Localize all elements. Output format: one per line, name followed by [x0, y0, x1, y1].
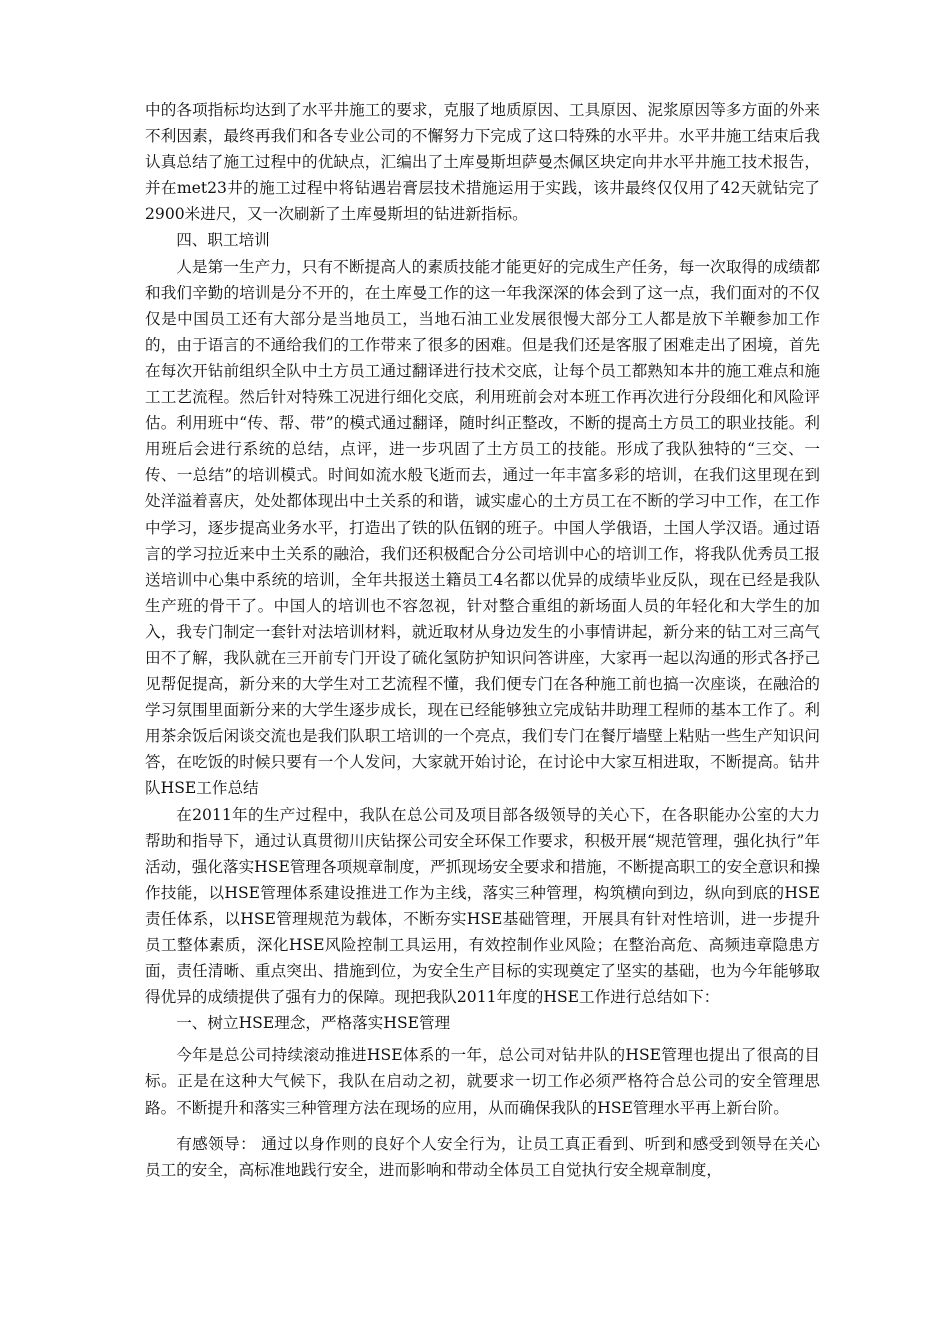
document-page — [145, 97, 820, 1183]
paragraph-horizontal-well-summary: 中的各项指标均达到了水平井施工的要求，克服了地质原因、工具原因、泥浆原因等多方面的外来不利因素，最终再我们和各专业公司的不懈努力下完成了这口特殊的水平井。水平井施工结束后我认真总结了施工过程中的优缺点，汇编出了土库曼斯坦萨曼杰佩区块定向井水平井施工技术报告，并在met23井的施工过程中将钻遇岩膏层技术措施运用于实践，该井最终仅仅用了42天就钻完了2900米进尺，又一次刷新了土库曼斯坦的钻进新指标。 — [145, 101, 820, 224]
paragraph-staff-training: 人是第一生产力，只有不断提高人的素质技能才能更好的完成生产任务，每一次取得的成绩都和我们辛勤的培训是分不开的，在土库曼工作的这一年我深深的体会到了这一点，我们面对的不仅仅是中国员工还有大部分是当地员工，当地石油工业发展很慢大部分工人都是放下羊鞭参加工作的，由于语言的不通给我们的工作带来了很多的困难。但是我们还是客服了困难走出了困境，首先在每次开钻前组织全队中土方员工通过翻译进行技术交底，让每个员工都熟知本井的施工难点和施工工艺流程。然后针对特殊工况进行细化交底，利用班前会对本班工作再次进行分段细化和风险评估。利用班中“传、帮、带”的模式通过翻译，随时纠正整改，不断的提高土方员工的职业技能。利用班后会进行系统的总结，点评，进一步巩固了土方员工的技能。形成了我队独特的“三交、一传、一总结”的培训模式。时间如流水般飞逝而去，通过一年丰富多彩的培训，在我们这里现在到处洋溢着喜庆，处处都体现出中土关系的和谐，诚实虚心的土方员工在不断的学习中工作，在工作中学习，逐步提高业务水平，打造出了铁的队伍钢的班子。中国人学俄语，土国人学汉语。通过语言的学习拉近来中土关系的融洽，我们还积极配合分公司培训中心的培训工作，将我队优秀员工报送培训中心集中系统的培训，全年共报送土籍员工4名都以优异的成绩毕业反队，现在已经是我队生产班的骨干了。中国人的培训也不容忽视，针对整合重组的新场面人员的年轻化和大学生的加入，我专门制定一套针对法培训材料，就近取材从身边发生的小事情讲起，新分来的钻工对三高气田不了解，我队就在三开前专门开设了硫化氢防护知识问答讲座，大家再一起以沟通的形式各抒己见帮促提高，新分来的大学生对工艺流程不懂，我们便专门在各种施工前也搞一次座谈，在融洽的学习氛围里面新分来的大学生逐步成长，现在已经能够独立完成钻井助理工程师的基本工作了。利用茶余饭后闲谈交流也是我们队职工培训的一个亮点，我们专门在餐厅墙壁上粘贴一些生产知识问答，在吃饭的时候只要有一个人发问，大家就开始讨论，在讨论中大家互相进取，不断提高。钻井队HSE工作总结 — [145, 257, 820, 798]
paragraph-visible-leadership: 有感领导： 通过以身作则的良好个人安全行为，让员工真正看到、听到和感受到领导在关心员工的安全，高标准地践行安全，进而影响和带动全体员工自觉执行安全规章制度， — [145, 1134, 820, 1179]
paragraph-hse-summary-intro: 在2011年的生产过程中，我队在总公司及项目部各级领导的关心下，在各职能办公室的大力帮助和指导下，通过认真贯彻川庆钻探公司安全环保工作要求，积极开展“规范管理，强化执行”年活动，强化落实HSE管理各项规章制度，严抓现场安全要求和措施，不断提高职工的安全意识和操作技能，以HSE管理体系建设推进工作为主线，落实三种管理，构筑横向到边，纵向到底的HSE责任体系，以HSE管理规范为载体，不断夯实HSE基础管理，开展具有针对性培训，进一步提升员工整体素质，深化HSE风险控制工具运用，有效控制作业风险；在整治高危、高频违章隐患方面，责任清晰、重点突出、措施到位，为安全生产目标的实现奠定了坚实的基础，也为今年能够取得优异的成绩提供了强有力的保障。现把我队2011年度的HSE工作进行总结如下： — [145, 805, 821, 1007]
heading-staff-training: 四、职工培训 — [176, 231, 270, 250]
heading-hse-concept: 一、树立HSE理念，严格落实HSE管理 — [176, 1014, 451, 1033]
paragraph-hse-concept: 今年是总公司持续滚动推进HSE体系的一年，总公司对钻井队的HSE管理也提出了很高的目标。正是在这种大气候下，我队在启动之初，就要求一切工作必须严格符合总公司的安全管理思路。不断提升和落实三种管理方法在现场的应用，从而确保我队的HSE管理水平再上新台阶。 — [145, 1046, 820, 1117]
